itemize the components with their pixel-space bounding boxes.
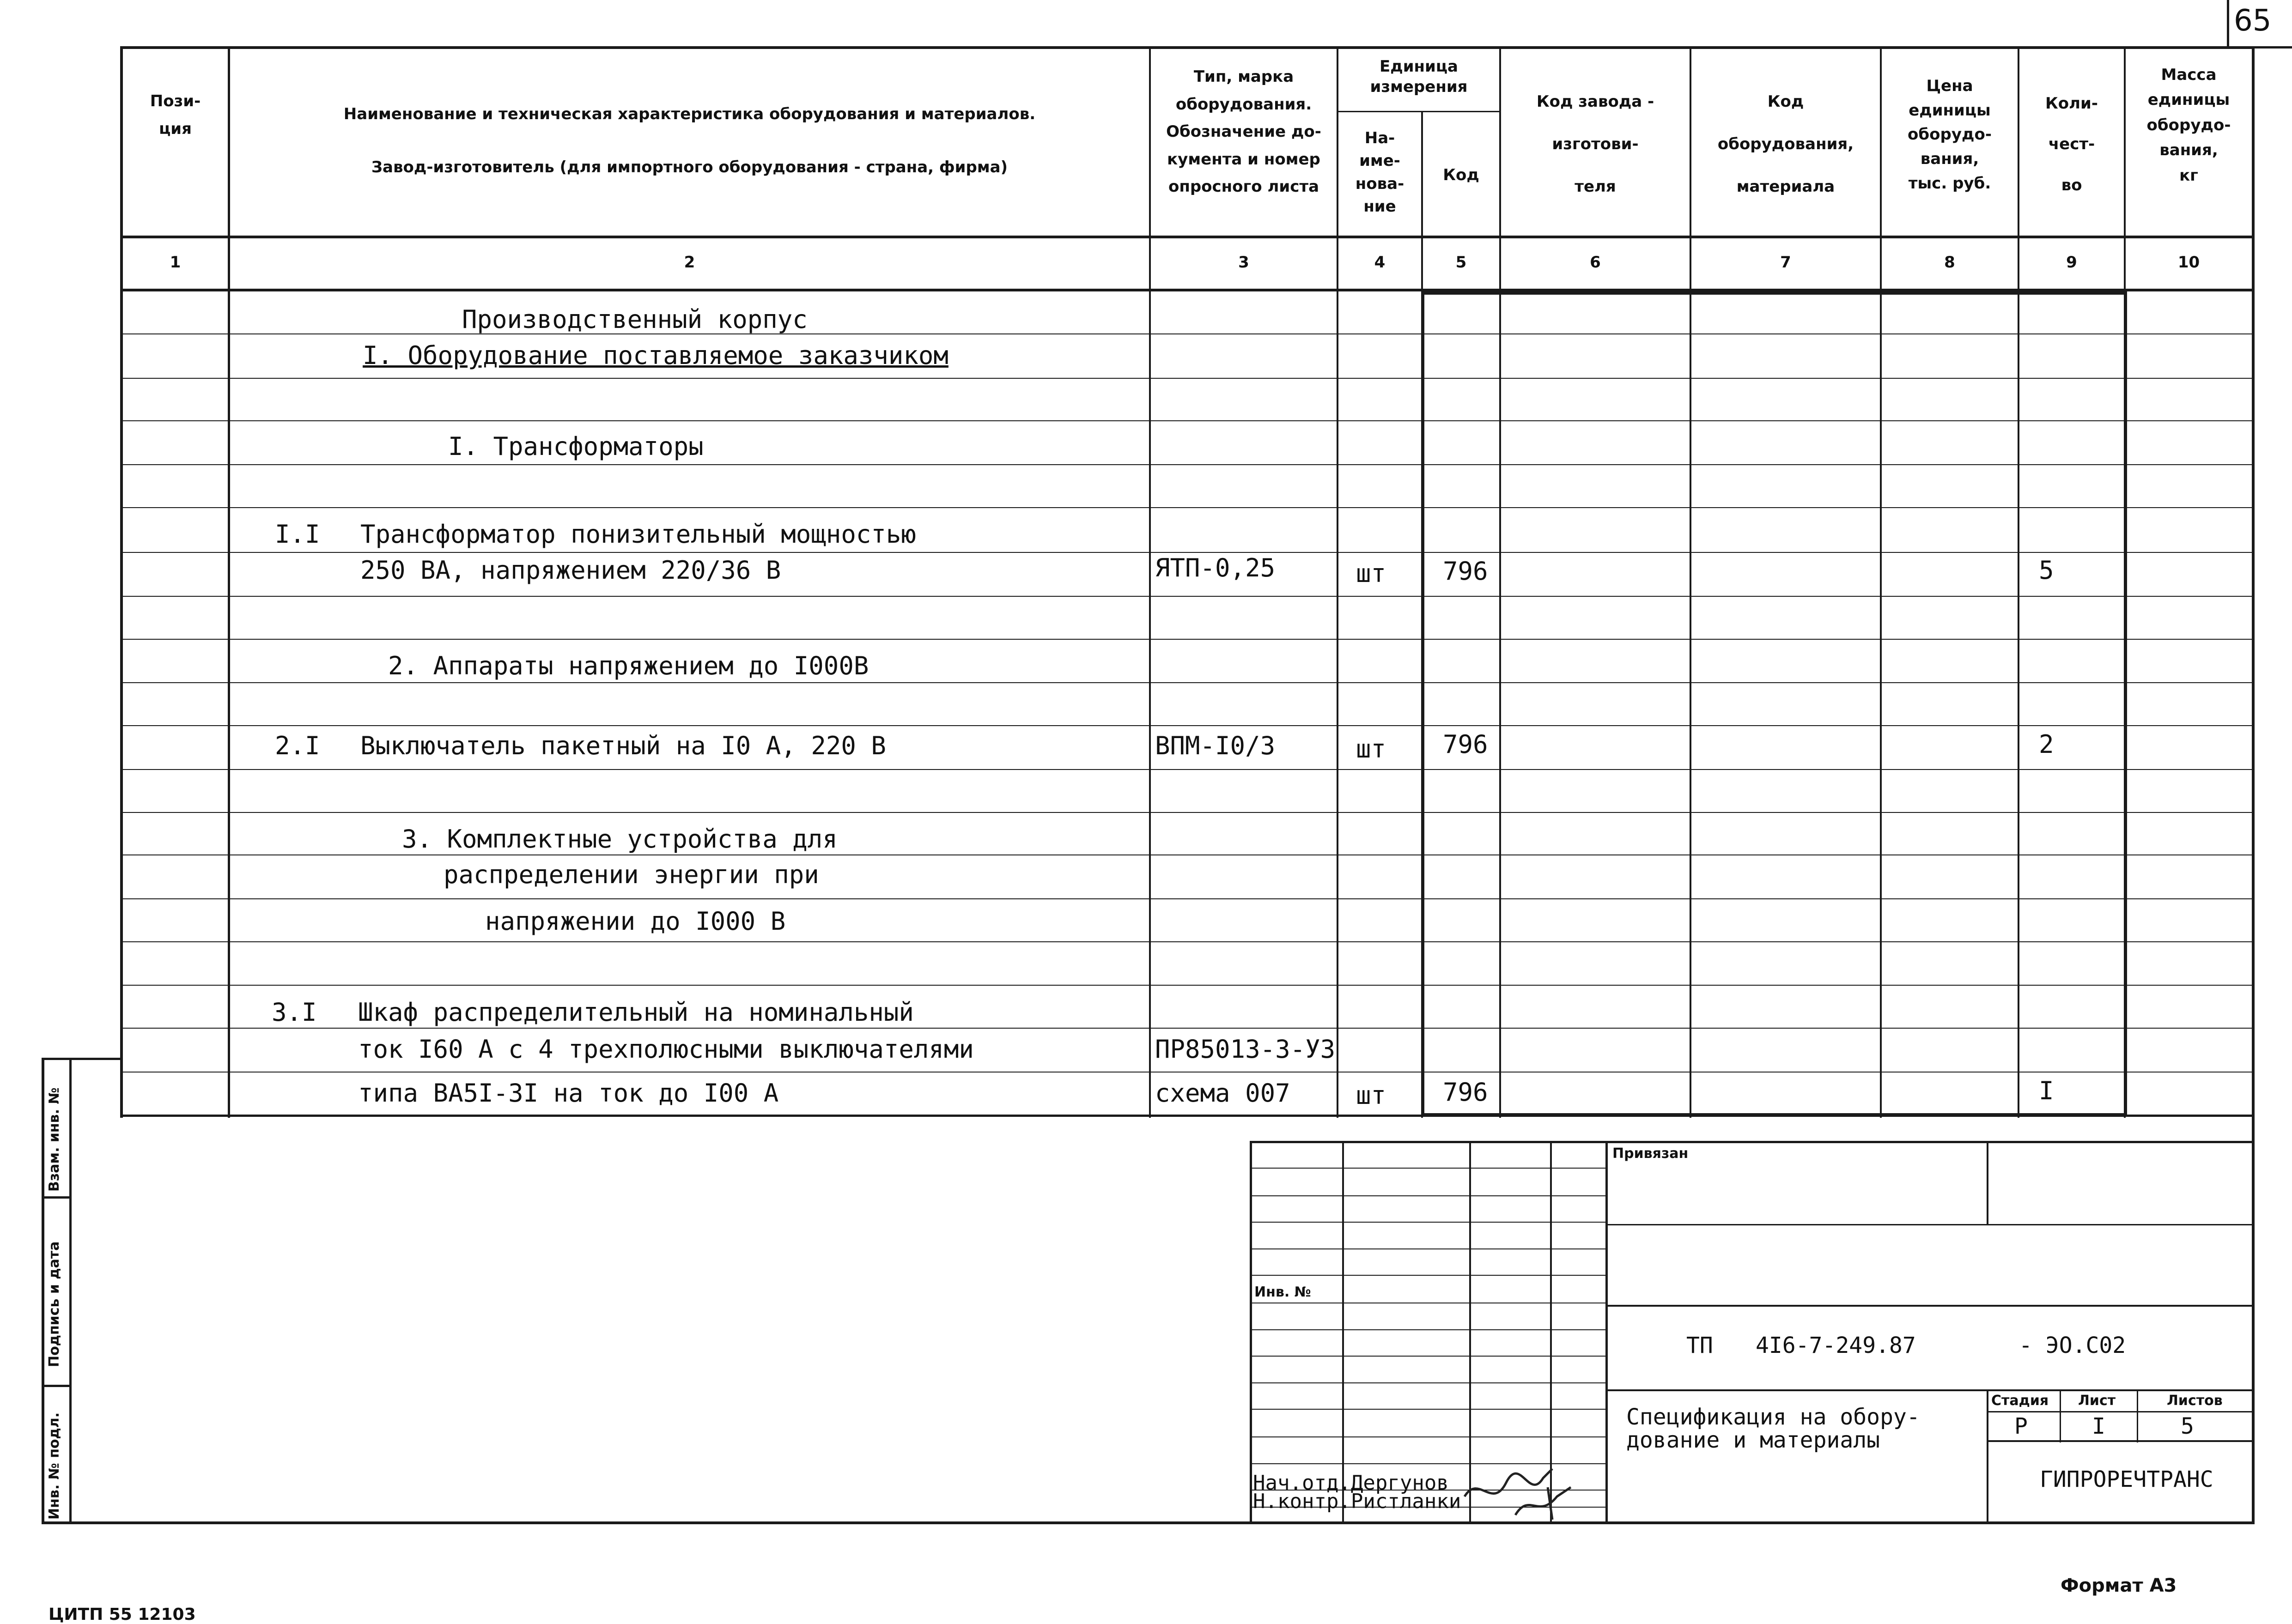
stamp-sheet-label: Лист — [2078, 1393, 2116, 1409]
section-apparatus: 2. Аппараты напряжением до I000В — [388, 651, 869, 680]
row-1-1-unit: шт — [1356, 559, 1386, 588]
header-unit-name: На- име- нова- ние — [1355, 129, 1404, 216]
row-2-1-position: 2.I — [275, 731, 320, 760]
row-1-1-name: Трансформатор понизительный мощностью — [360, 520, 916, 549]
stamp-organization: ГИПРОРЕЧТРАНС — [2040, 1466, 2213, 1492]
row-3-1-name-cont: ток I60 А с 4 трехполюсными выключателями — [358, 1035, 974, 1064]
stamp-inv-no: Инв. № — [1254, 1284, 1311, 1300]
section-title-building: Производственный корпус — [462, 305, 808, 334]
header-unit: Единица измерения — [1370, 57, 1468, 97]
stamp-attached: Привязан — [1612, 1145, 1689, 1162]
stamp-doc-code-prefix: ТП — [1686, 1333, 1713, 1358]
row-3-1-code: 796 — [1443, 1078, 1488, 1107]
format-label: Формат А3 — [2061, 1575, 2177, 1596]
stamp-sheet-value: I — [2092, 1413, 2105, 1439]
section-title-customer: I. Оборудование поставляемое заказчиком — [363, 341, 948, 370]
colnum-8: 8 — [1944, 253, 1955, 272]
side-label-signature-date: Подпись и дата — [46, 1241, 62, 1367]
header-equipment-code: Код оборудования, материала — [1717, 92, 1854, 196]
section-complete-devices-l2: распределении энергии при — [444, 860, 819, 889]
row-2-1-unit: шт — [1356, 734, 1386, 764]
stamp-sheets-value: 5 — [2181, 1413, 2194, 1439]
colnum-2: 2 — [684, 253, 695, 272]
row-2-1-code: 796 — [1443, 730, 1488, 759]
side-label-replace-inv: Взам. инв. № — [46, 1087, 62, 1192]
row-1-1-name-cont: 250 ВА, напряжением 220/36 В — [360, 556, 781, 585]
page-number: 65 — [2234, 4, 2272, 38]
stamp-signature-control: Н.контр.Ристланки — [1253, 1490, 1461, 1513]
row-2-1-type: ВПМ-I0/3 — [1155, 731, 1276, 760]
row-3-1-quantity: I — [2039, 1076, 2054, 1105]
row-3-1-type: ПР8501З-3-УЗ — [1155, 1035, 1336, 1064]
colnum-5: 5 — [1455, 253, 1467, 272]
signature-scribble — [1460, 1460, 1580, 1524]
row-3-1-type-scheme: схема 007 — [1155, 1079, 1290, 1108]
header-factory-code: Код завода - изготови- теля — [1536, 92, 1654, 196]
row-1-1-type: ЯТП-0,25 — [1155, 553, 1276, 582]
stamp-signature-head: Нач.отд.Дергунов — [1253, 1471, 1449, 1495]
row-3-1-name-cont2: типа ВА5I-3I на ток до I00 А — [358, 1079, 779, 1108]
header-name-line1: Наименование и техническая характеристика оборудования и материалов. — [343, 105, 1036, 123]
stamp-doc-code-suffix: - ЭО.С02 — [2019, 1333, 2126, 1358]
stamp-sheets-label: Листов — [2167, 1393, 2223, 1409]
row-1-1-quantity: 5 — [2039, 556, 2054, 585]
header-price: Цена единицы оборудо- вания, тыс. руб. — [1908, 77, 1992, 193]
header-name-line2: Завод-изготовитель (для импортного оборудования - страна, фирма) — [371, 158, 1008, 176]
header-mass: Масса единицы оборудо- вания, кг — [2146, 66, 2231, 185]
colnum-10: 10 — [2177, 253, 2200, 272]
side-label-inv-original: Инв. № подл. — [46, 1412, 62, 1520]
colnum-1: 1 — [170, 253, 181, 272]
row-3-1-unit: шт — [1356, 1081, 1386, 1110]
colnum-3: 3 — [1238, 253, 1249, 272]
colnum-6: 6 — [1590, 253, 1601, 272]
row-3-1-name: Шкаф распределительный на номинальный — [358, 998, 914, 1027]
stamp-doc-code: 4I6-7-249.87 — [1756, 1333, 1916, 1358]
stamp-doc-title-l1: Спецификация на обору- — [1626, 1404, 1920, 1430]
stamp-stage-label: Стадия — [1991, 1393, 2049, 1409]
section-transformers: I. Трансформаторы — [448, 432, 704, 461]
row-2-1-name: Выключатель пакетный на I0 А, 220 В — [360, 731, 886, 760]
section-complete-devices-l3: напряжении до I000 В — [485, 907, 786, 936]
stamp-doc-title-l2: дование и материалы — [1626, 1427, 1880, 1453]
colnum-4: 4 — [1374, 253, 1386, 272]
row-1-1-position: I.I — [275, 520, 320, 549]
citp-label: ЦИТП 55 12103 — [49, 1605, 196, 1624]
row-3-1-position: 3.I — [272, 998, 317, 1027]
row-1-1-code: 796 — [1443, 557, 1488, 586]
row-2-1-quantity: 2 — [2039, 730, 2054, 759]
header-unit-code: Код — [1443, 166, 1479, 184]
header-type: Тип, марка оборудования. Обозначение до- кумента и номер опросного листа — [1166, 67, 1321, 196]
stamp-stage-value: Р — [2014, 1413, 2028, 1439]
header-position: Пози- ция — [150, 92, 201, 138]
section-complete-devices-l1: 3. Комплектные устройства для — [402, 824, 838, 854]
colnum-7: 7 — [1780, 253, 1791, 272]
header-quantity: Коли- чест- во — [2045, 94, 2098, 194]
colnum-9: 9 — [2066, 253, 2077, 272]
